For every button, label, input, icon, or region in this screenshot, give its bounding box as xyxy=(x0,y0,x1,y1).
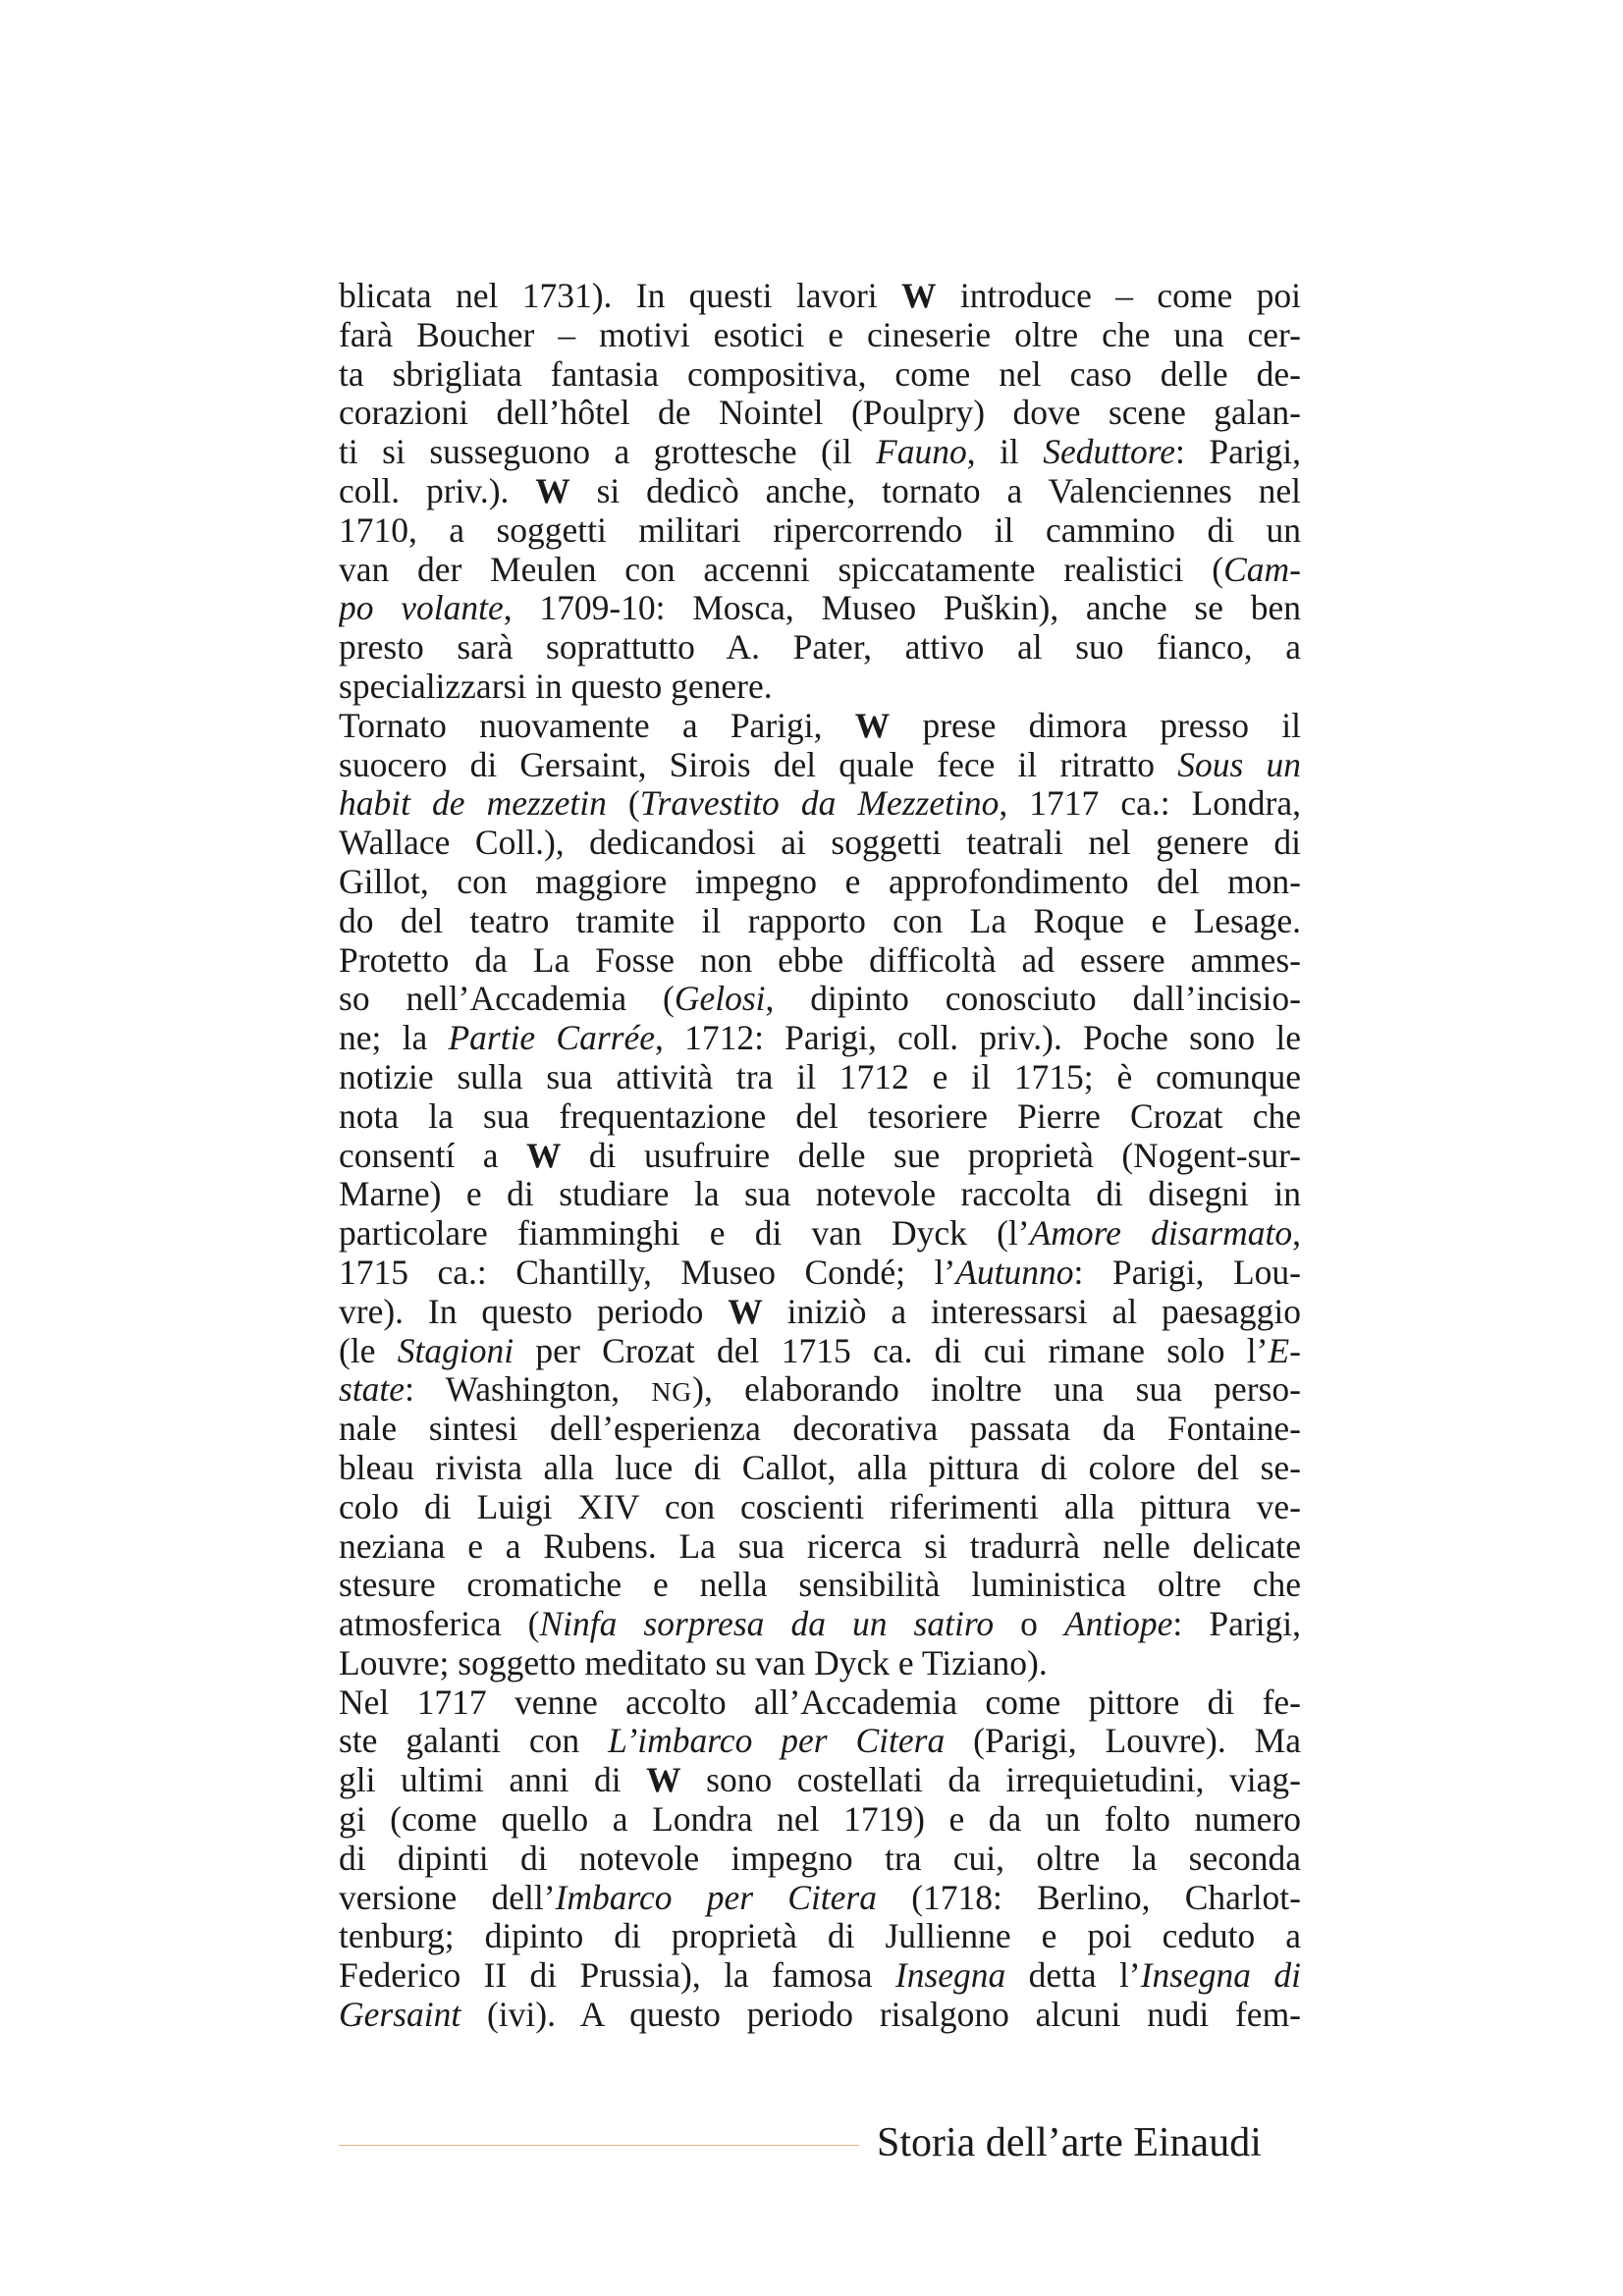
text-run: 1715 ca.: Chantilly, Museo Condé; l’ xyxy=(339,1253,956,1292)
text-run: atmosferica ( xyxy=(339,1605,540,1644)
text-line xyxy=(339,1410,1301,1449)
artwork-title: Autunno xyxy=(955,1253,1074,1292)
text-run: : Washington, xyxy=(405,1370,652,1410)
artwork-title: Partie Carrée xyxy=(448,1019,655,1058)
artwork-title: Gelosi xyxy=(674,980,766,1019)
text-line xyxy=(339,1370,1301,1410)
text-run: bleau rivista alla luce di Callot, alla pittura di colore del se- xyxy=(339,1448,1301,1487)
text-run: ( xyxy=(606,784,640,824)
text-run: ta sbrigliata fantasia compositiva, come nel caso delle de- xyxy=(339,354,1301,394)
artwork-title: Amore disarmato xyxy=(1029,1214,1293,1254)
artwork-title: state xyxy=(339,1370,406,1410)
text-run: corazioni dell’hôtel de Nointel (Poulpry) dove scene galan- xyxy=(339,394,1301,433)
text-line xyxy=(339,589,1301,628)
text-run: van der Meulen con accenni spiccatamente realistici ( xyxy=(339,550,1224,589)
text-run: Wallace Coll.), dedicandosi ai soggetti teatrali nel genere di xyxy=(339,824,1301,863)
text-line xyxy=(339,1605,1301,1644)
text-run: (Parigi, Louvre). Ma xyxy=(945,1722,1301,1761)
artwork-title: Travestito da Mezzetino xyxy=(639,784,1000,824)
text-line xyxy=(339,1058,1301,1097)
text-run: nota la sua frequentazione del tesoriere Pierre Crozat che xyxy=(339,1096,1301,1136)
text-run: farà Boucher – motivi esotici e cineserie oltre che una cer- xyxy=(339,315,1301,354)
text-run: : Parigi, xyxy=(1172,1605,1301,1644)
text-run: sono costellati da irrequietudini, viag- xyxy=(680,1761,1301,1800)
text-line xyxy=(339,980,1301,1019)
text-run: notizie sulla sua attività tra il 1712 e il 1715; è comunque xyxy=(339,1057,1301,1096)
text-line xyxy=(339,707,1301,746)
artist-monogram: W xyxy=(728,1292,763,1331)
text-line xyxy=(339,1214,1301,1254)
text-run: , 1712: Parigi, coll. priv.). Poche sono le xyxy=(654,1019,1301,1058)
artwork-title: Antiope xyxy=(1063,1605,1173,1644)
text-run: (le xyxy=(339,1331,398,1370)
text-line xyxy=(339,1293,1301,1332)
text-run: specializzarsi in questo genere. xyxy=(339,667,773,706)
text-line xyxy=(339,628,1301,667)
text-run: nale sintesi dell’esperienza decorativa passata da Fontaine- xyxy=(339,1410,1301,1449)
text-run: di dipinti di notevole impegno tra cui, oltre la seconda xyxy=(339,1839,1301,1878)
text-run: NG xyxy=(651,1376,693,1408)
text-run: gi (come quello a Londra nel 1719) e da un folto numero xyxy=(339,1800,1301,1840)
artist-monogram: W xyxy=(525,1136,562,1175)
text-run: suocero di Gersaint, Sirois del quale fece il ritratto xyxy=(339,745,1178,784)
text-run: ne; la xyxy=(339,1019,449,1058)
text-run: ), elaborando inoltre una sua perso- xyxy=(692,1370,1301,1410)
text-run: so nell’Accademia ( xyxy=(339,980,675,1019)
artwork-title: E- xyxy=(1268,1331,1301,1370)
text-line xyxy=(339,1722,1301,1761)
text-line xyxy=(339,355,1301,395)
artwork-title: Sous un xyxy=(1177,745,1301,784)
artwork-title: L’imbarco per Citera xyxy=(608,1722,946,1761)
text-run: si dedicò anche, tornato a Valenciennes nel xyxy=(569,471,1301,510)
text-run: Federico II di Prussia), la famosa xyxy=(339,1956,895,1996)
text-line xyxy=(339,551,1301,590)
text-line xyxy=(339,1449,1301,1488)
text-run: neziana e a Rubens. La sua ricerca si tradurrà nelle delicate xyxy=(339,1526,1301,1566)
text-run: ti si susseguono a grottesche (il xyxy=(339,433,877,472)
footer-title: Storia dell’arte Einaudi xyxy=(877,2120,1262,2165)
artwork-title: Ninfa sorpresa da un satiro xyxy=(539,1605,995,1644)
text-run: detta l’ xyxy=(1005,1956,1141,1996)
text-line xyxy=(339,824,1301,863)
text-run: vre). In questo periodo xyxy=(339,1292,729,1331)
text-run: di usufruire delle sue proprietà (Nogent-sur- xyxy=(561,1136,1301,1175)
text-line xyxy=(339,863,1301,902)
artist-monogram: W xyxy=(901,277,937,315)
text-run: , xyxy=(1292,1214,1301,1254)
artwork-title: Stagioni xyxy=(397,1331,514,1370)
text-run: introduce – come poi xyxy=(936,277,1301,315)
text-run: particolare fiamminghi e di van Dyck (l’ xyxy=(339,1214,1030,1254)
text-run: prese dimora presso il xyxy=(890,706,1301,745)
text-line xyxy=(339,433,1301,472)
artist-monogram: W xyxy=(646,1761,681,1800)
text-line xyxy=(339,1097,1301,1137)
artist-monogram: W xyxy=(535,471,570,510)
text-line xyxy=(339,746,1301,785)
text-line xyxy=(339,784,1301,824)
text-run: blicata nel 1731). In questi lavori xyxy=(339,277,901,315)
text-run: , il xyxy=(966,433,1044,472)
text-line xyxy=(339,1175,1301,1214)
text-run: : Parigi, xyxy=(1175,433,1301,472)
artwork-title: Cam- xyxy=(1223,550,1301,589)
text-run: 1710, a soggetti militari ripercorrendo il cammino di un xyxy=(339,510,1301,550)
body-text xyxy=(339,277,1301,2035)
text-line xyxy=(339,1254,1301,1293)
artwork-title: Insegna xyxy=(894,1956,1006,1996)
text-run: consentí a xyxy=(339,1136,526,1175)
text-run: colo di Luigi XIV con coscienti riferimenti alla pittura ve- xyxy=(339,1487,1301,1526)
text-line xyxy=(339,1019,1301,1058)
text-line xyxy=(339,1137,1301,1176)
artwork-title: Insegna di xyxy=(1140,1956,1301,1996)
text-line xyxy=(339,1956,1301,1996)
text-line xyxy=(339,1332,1301,1371)
text-line xyxy=(339,1840,1301,1879)
text-run: Tornato nuovamente a Parigi, xyxy=(339,706,855,745)
text-line xyxy=(339,1917,1301,1956)
text-line xyxy=(339,511,1301,551)
artwork-title: habit de mezzetin xyxy=(339,784,607,824)
text-line xyxy=(339,1800,1301,1840)
text-run: presto sarà soprattutto A. Pater, attivo al suo fianco, a xyxy=(339,628,1301,667)
text-line xyxy=(339,1488,1301,1527)
text-run: ste galanti con xyxy=(339,1722,609,1761)
text-line xyxy=(339,667,1301,707)
artwork-title: Gersaint xyxy=(339,1996,461,2035)
artwork-title: po volante xyxy=(339,589,504,628)
text-run: (1718: Berlino, Charlot- xyxy=(877,1878,1301,1917)
artwork-title: Imbarco per Citera xyxy=(555,1878,877,1917)
text-run: tenburg; dipinto di proprietà di Jullienne e poi ceduto a xyxy=(339,1917,1301,1956)
text-run: Nel 1717 venne accolto all’Accademia come pittore di fe- xyxy=(339,1682,1301,1722)
text-run: stesure cromatiche e nella sensibilità luministica oltre che xyxy=(339,1566,1301,1605)
text-line xyxy=(339,1644,1301,1683)
text-run: (ivi). A questo periodo risalgono alcuni nudi fem- xyxy=(460,1996,1301,2035)
text-line xyxy=(339,941,1301,981)
text-line xyxy=(339,1879,1301,1918)
text-line xyxy=(339,1566,1301,1605)
text-run: , dipinto conosciuto dall’incisio- xyxy=(765,980,1301,1019)
text-run: versione dell’ xyxy=(339,1878,556,1917)
artwork-title: Seduttore xyxy=(1043,433,1175,472)
text-run: : Parigi, Lou- xyxy=(1073,1253,1301,1292)
artwork-title: Fauno xyxy=(876,433,967,472)
text-line xyxy=(339,902,1301,941)
text-line xyxy=(339,277,1301,316)
text-line xyxy=(339,1527,1301,1567)
text-line xyxy=(339,472,1301,511)
text-run: , 1709-10: Mosca, Museo Puškin), anche se ben xyxy=(503,589,1301,628)
text-line xyxy=(339,394,1301,433)
text-run: per Crozat del 1715 ca. di cui rimane solo l’ xyxy=(514,1331,1269,1370)
text-line xyxy=(339,1683,1301,1723)
footer-rule xyxy=(339,2145,859,2146)
artist-monogram: W xyxy=(854,706,891,745)
text-run: , 1717 ca.: Londra, xyxy=(999,784,1301,824)
text-run: Protetto da La Fosse non ebbe difficoltà ad essere ammes- xyxy=(339,940,1301,980)
text-run: coll. priv.). xyxy=(339,471,536,510)
text-run: Gillot, con maggiore impegno e approfondimento del mon- xyxy=(339,862,1301,901)
text-line xyxy=(339,1761,1301,1800)
text-run: Marne) e di studiare la sua notevole raccolta di disegni in xyxy=(339,1175,1301,1214)
text-line xyxy=(339,316,1301,355)
text-run: gli ultimi anni di xyxy=(339,1761,647,1800)
text-run: Louvre; soggetto meditato su van Dyck e Tiziano). xyxy=(339,1643,1048,1682)
text-run: do del teatro tramite il rapporto con La Roque e Lesage. xyxy=(339,901,1301,940)
text-line xyxy=(339,1996,1301,2035)
text-run: o xyxy=(994,1605,1064,1644)
text-run: iniziò a interessarsi al paesaggio xyxy=(762,1292,1301,1331)
